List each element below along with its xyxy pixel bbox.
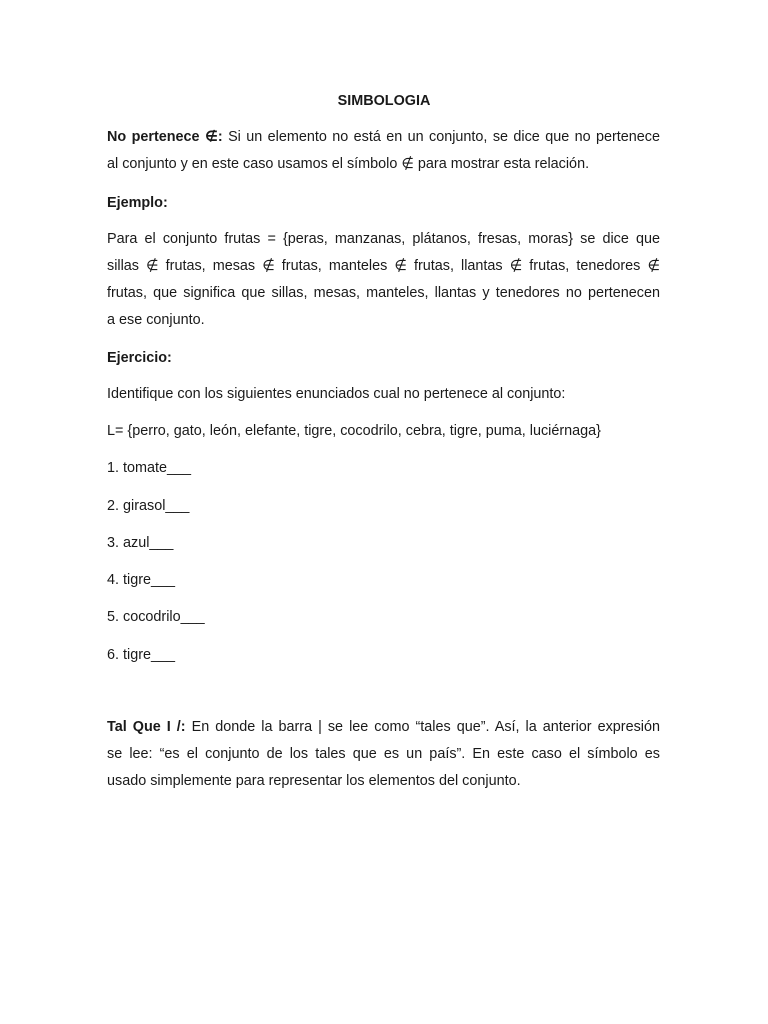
set-definition: L= {perro, gato, león, elefante, tigre, cocodrilo, cebra, tigre, puma, luciérnaga} — [107, 423, 601, 439]
list-item: 5. cocodrilo___ — [107, 609, 205, 625]
no-pertenece-line-2: al conjunto y en este caso usamos el símbolo ∉ para mostrar esta relación. — [107, 156, 590, 172]
tal-que-line-2: se lee: “es el conjunto de los tales que es un país”. En este caso el símbolo es — [107, 746, 660, 762]
tal-que-paragraph — [107, 714, 660, 795]
ejemplo-line-3: frutas, que significa que sillas, mesas, manteles, llantas y tenedores no pertenecen — [107, 285, 660, 301]
no-pertenece-line-1 — [107, 124, 660, 151]
no-pertenece-paragraph — [107, 124, 660, 178]
page-title: SIMBOLOGIA — [337, 93, 431, 109]
ejercicio-instruction: Identifique con los siguientes enunciados cual no pertenece al conjunto: — [107, 386, 566, 402]
ejemplo-heading: Ejemplo: — [107, 195, 168, 211]
ejercicio-heading: Ejercicio: — [107, 350, 172, 366]
no-pertenece-label: No pertenece ∉: — [107, 129, 223, 145]
list-item: 1. tomate___ — [107, 460, 192, 476]
ejemplo-line-2: sillas ∉ frutas, mesas ∉ frutas, manteles ∉ frutas, llantas ∉ frutas, tenedores ∉ — [107, 258, 660, 274]
tal-que-label: Tal Que I /: — [107, 719, 186, 735]
tal-que-line-3: usado simplemente para representar los elementos del conjunto. — [107, 773, 521, 789]
list-item: 2. girasol___ — [107, 498, 190, 514]
list-item: 6. tigre___ — [107, 647, 176, 663]
ejemplo-line-4: a ese conjunto. — [107, 312, 205, 328]
list-item: 3. azul___ — [107, 535, 174, 551]
ejemplo-paragraph — [107, 226, 660, 334]
list-item: 4. tigre___ — [107, 572, 176, 588]
no-pertenece-text-1: Si un elemento no está en un conjunto, se dice que no pertenece — [228, 129, 661, 145]
tal-que-line-1 — [107, 714, 660, 741]
tal-que-text-1: En donde la barra | se lee como “tales que”. Así, la anterior expresión — [191, 719, 660, 735]
ejemplo-line-1: Para el conjunto frutas = {peras, manzanas, plátanos, fresas, moras} se dice que — [107, 231, 660, 247]
